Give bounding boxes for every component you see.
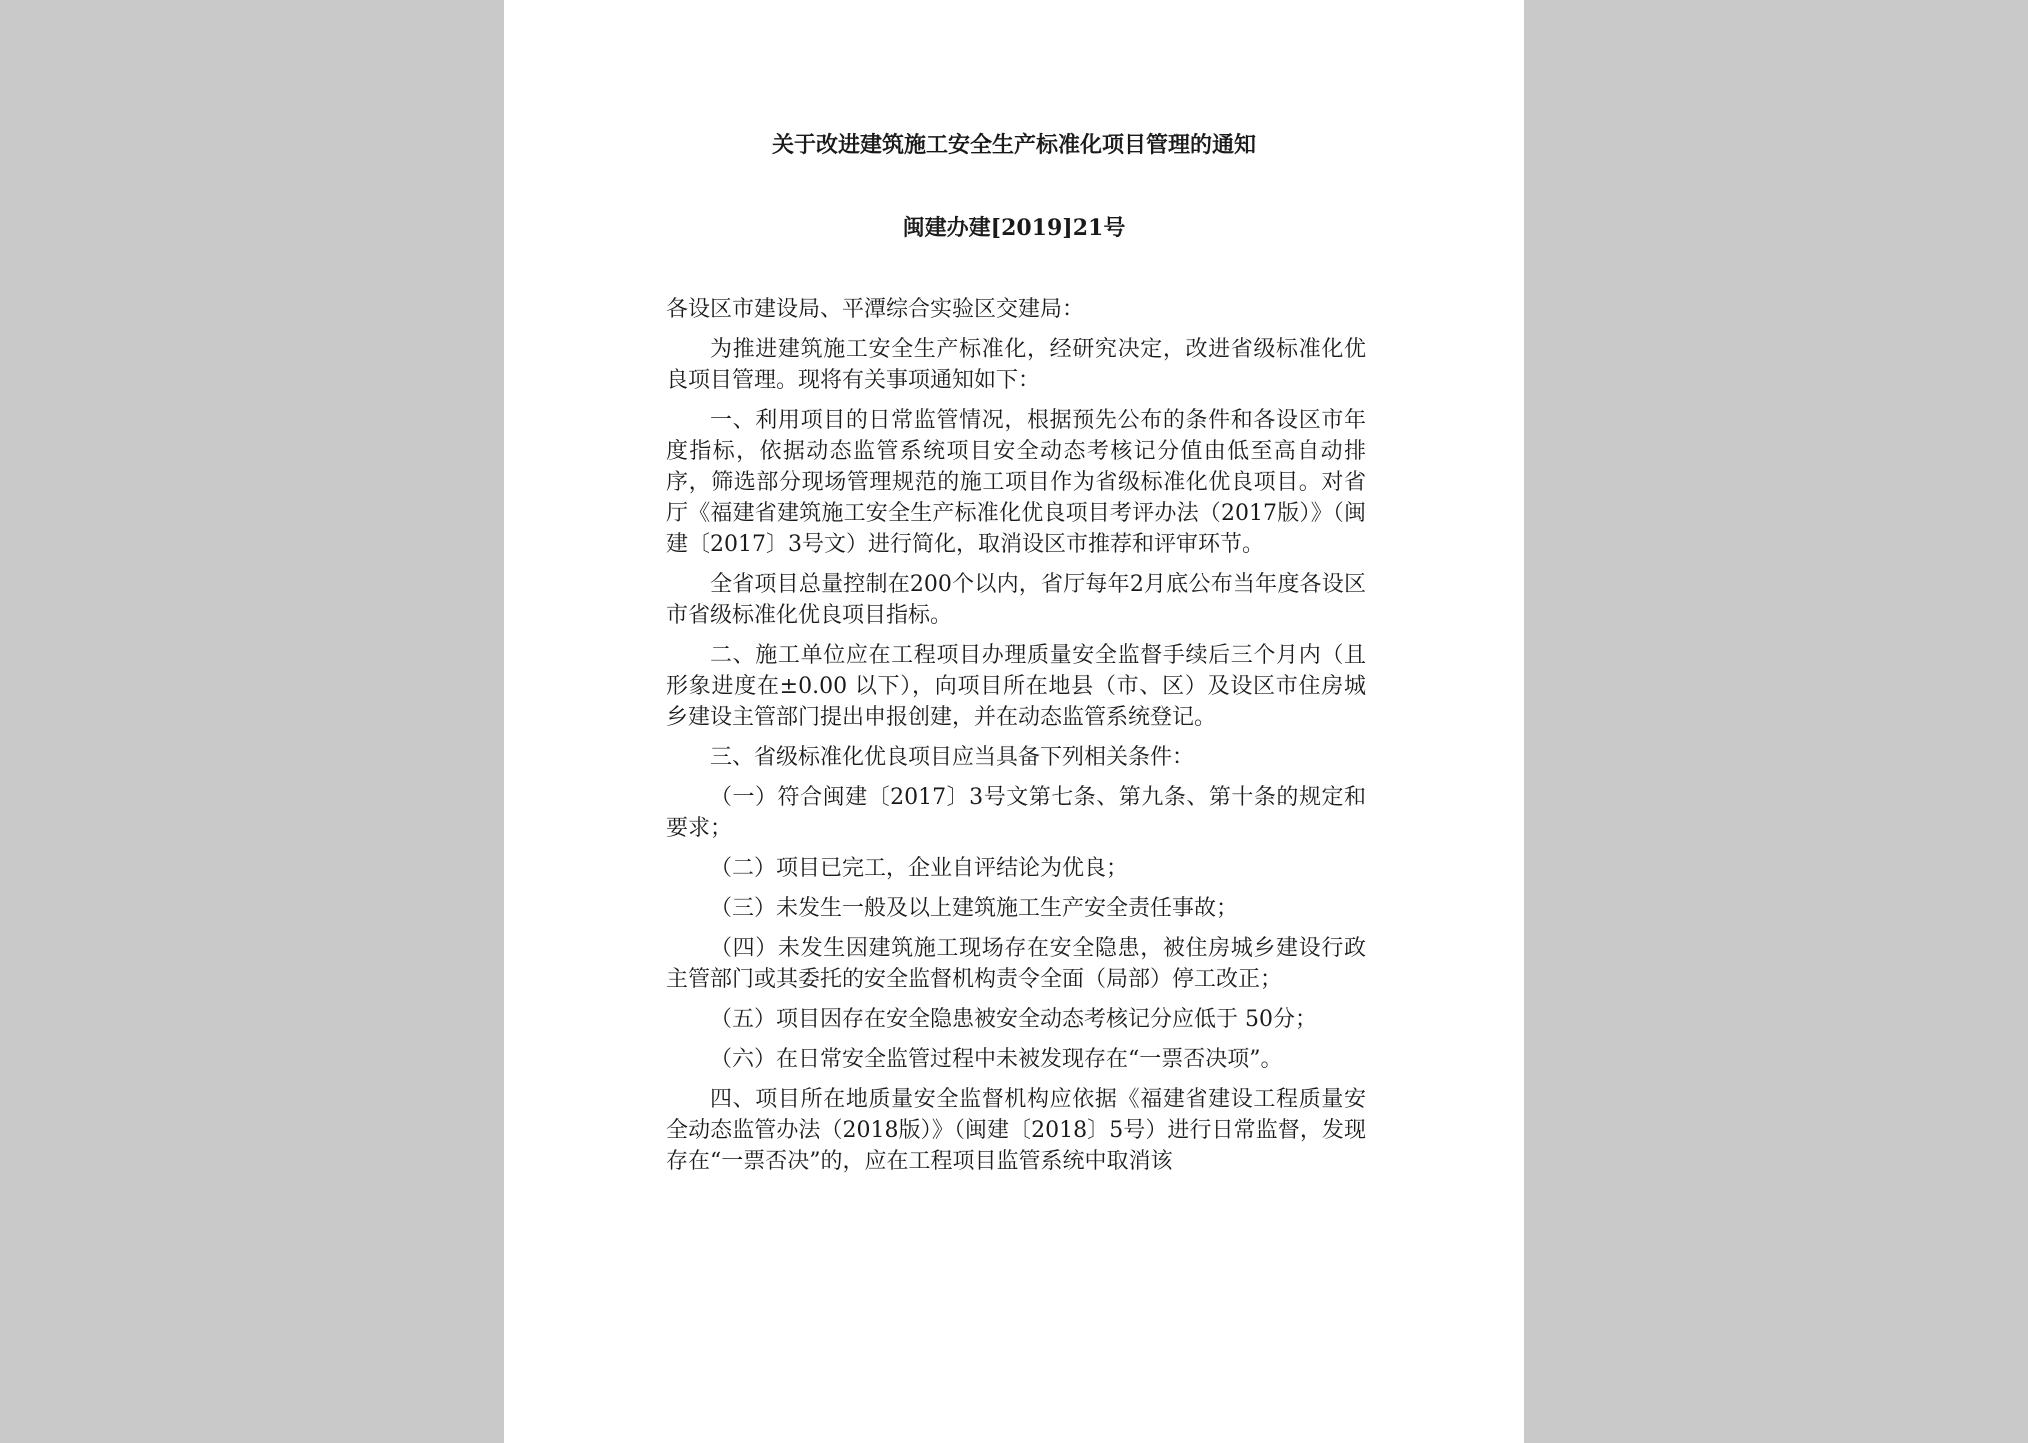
- paragraph: 为推进建筑施工安全生产标准化，经研究决定，改进省级标准化优良项目管理。现将有关事项通知如下：: [666, 337, 1366, 393]
- document-title: 关于改进建筑施工安全生产标准化项目管理的通知: [771, 132, 1256, 158]
- paragraph: 全省项目总量控制在200个以内，省厅每年2月底公布当年度各设区市省级标准化优良项目指标。: [666, 572, 1366, 628]
- paragraph: 二、施工单位应在工程项目办理质量安全监督手续后三个月内（且形象进度在±0.00 以下），向项目所在地县（市、区）及设区市住房城乡建设主管部门提出申报创建，并在动态监管系统登记。: [666, 643, 1366, 730]
- salutation: 各设区市建设局、平潭综合实验区交建局：: [666, 297, 1085, 322]
- paragraph: （六）在日常安全监管过程中未被发现存在“一票否决项”。: [710, 1047, 1283, 1072]
- document-body: [666, 294, 1366, 1186]
- paragraph: （四）未发生因建筑施工现场存在安全隐患，被住房城乡建设行政主管部门或其委托的安全监督机构责令全面（局部）停工改正；: [666, 936, 1366, 992]
- paragraph: 一、利用项目的日常监管情况，根据预先公布的条件和各设区市年度指标，依据动态监管系统项目安全动态考核记分值由低至高自动排序，筛选部分现场管理规范的施工项目作为省级标准化优良项目。对省厅《福建省建筑施工安全生产标准化优良项目考评办法（2017版）》（闽建〔2017〕3号文）进行简化，取消设区市推荐和评审环节。: [666, 408, 1366, 557]
- paragraph: （三）未发生一般及以上建筑施工生产安全责任事故；: [710, 896, 1239, 921]
- paragraph: （二）项目已完工，企业自评结论为优良；: [710, 856, 1129, 881]
- paragraph: （五）项目因存在安全隐患被安全动态考核记分应低于 50分；: [710, 1007, 1317, 1032]
- paragraph: （一）符合闽建〔2017〕3号文第七条、第九条、第十条的规定和要求；: [666, 785, 1366, 841]
- paragraph: 三、省级标准化优良项目应当具备下列相关条件：: [710, 745, 1195, 770]
- document-number: 闽建办建[2019]21号: [902, 215, 1126, 241]
- document-page: [504, 0, 1524, 1443]
- paragraph: 四、项目所在地质量安全监督机构应依据《福建省建设工程质量安全动态监管办法（2018版）》（闽建〔2018〕5号）进行日常监督，发现存在“一票否决”的，应在工程项目监管系统中取消该: [666, 1087, 1366, 1174]
